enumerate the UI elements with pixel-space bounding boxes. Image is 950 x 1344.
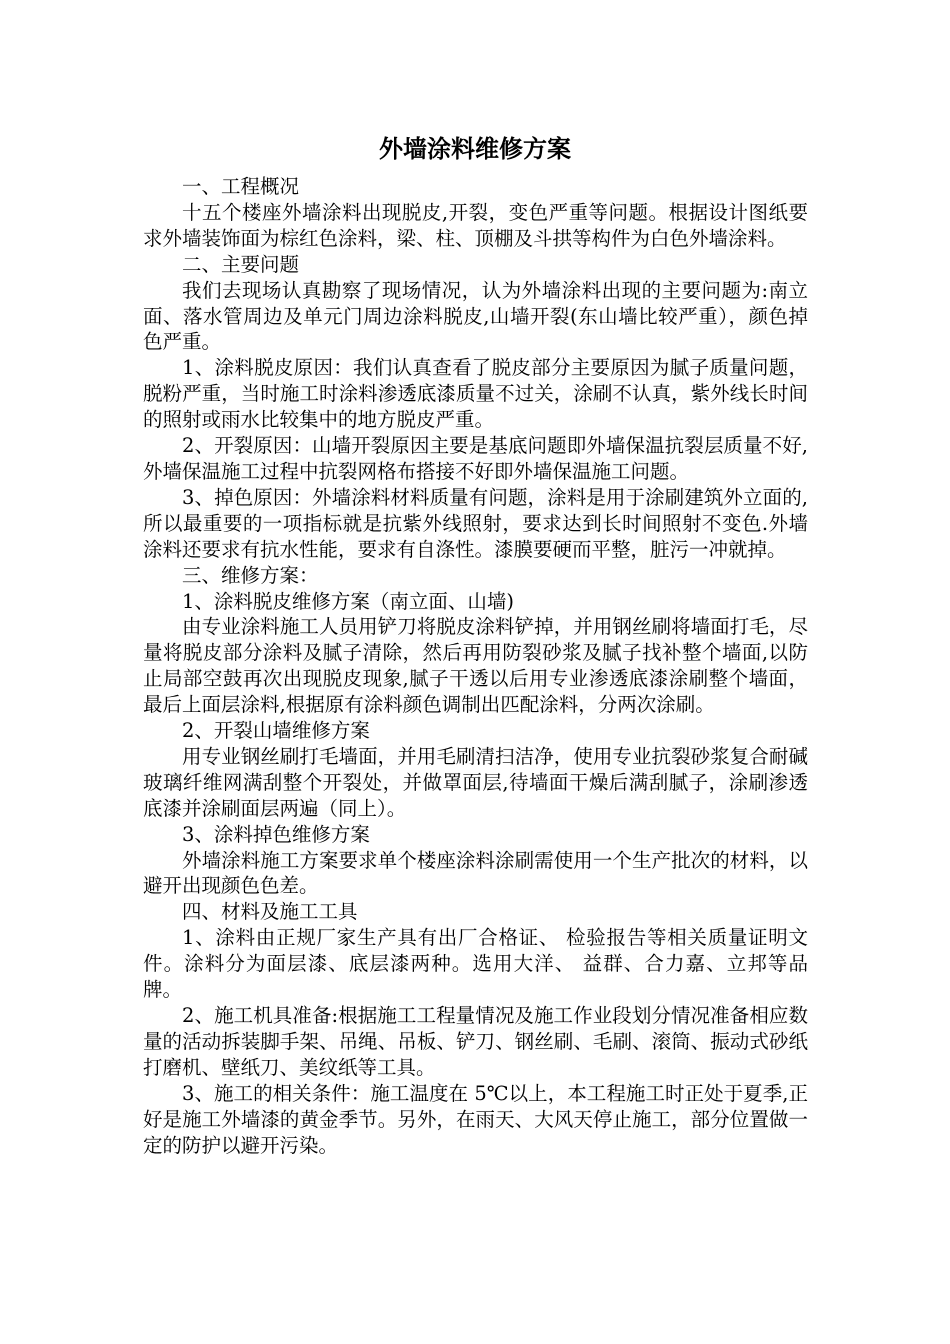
paragraph-fading-cause: 3、掉色原因：外墙涂料材料质量有问题，涂料是用于涂刷建筑外立面的,所以最重要的一项指标就是抗紫外线照射，要求达到长时间照射不变色.外墙涂料还要求有抗水性能，要求有自涤性。漆膜要硬而平整，脏污一冲就掉。 xyxy=(143,485,808,561)
subheading-peeling-repair: 1、涂料脱皮维修方案（南立面、山墙) xyxy=(182,589,515,613)
section-heading-materials-tools: 四、材料及施工工具 xyxy=(182,900,358,924)
paragraph-cracking-repair: 用专业钢丝刷打毛墙面，并用毛刷清扫洁净，使用专业抗裂砂浆复合耐碱玻璃纤维网满刮整个开裂处，并做罩面层,待墙面干燥后满刮腻子，涂刷渗透底漆并涂刷面层两遍（同上）。 xyxy=(143,744,808,820)
paragraph-overview: 十五个楼座外墙涂料出现脱皮,开裂，变色严重等问题。根据设计图纸要求外墙装饰面为棕红色涂料，梁、柱、顶棚及斗拱等构件为白色外墙涂料。 xyxy=(143,200,808,250)
paragraph-peeling-repair: 由专业涂料施工人员用铲刀将脱皮涂料铲掉，并用钢丝刷将墙面打毛，尽量将脱皮部分涂料及腻子清除，然后再用防裂砂浆及腻子找补整个墙面,以防止局部空鼓再次出现脱皮现象,腻子干透以后用专业渗透底漆涂刷整个墙面，最后上面层涂料,根据原有涂料颜色调制出匹配涂料，分两次涂刷。 xyxy=(143,615,808,717)
section-heading-repair-plan: 三、维修方案： xyxy=(182,563,319,587)
paragraph-conditions: 3、施工的相关条件：施工温度在 5℃以上，本工程施工时正处于夏季,正好是施工外墙漆的黄金季节。另外，在雨天、大风天停止施工，部分位置做一定的防护以避开污染。 xyxy=(143,1081,808,1157)
paragraph-cracking-cause: 2、开裂原因：山墙开裂原因主要是基底问题即外墙保温抗裂层质量不好,外墙保温施工过程中抗裂网格布搭接不好即外墙保温施工问题。 xyxy=(143,434,808,483)
paragraph-peeling-cause: 1、涂料脱皮原因：我们认真查看了脱皮部分主要原因为腻子质量问题，脱粉严重，当时施工时涂料渗透底漆质量不过关，涂刷不认真，紫外线长时间的照射或雨水比较集中的地方脱皮严重。 xyxy=(143,356,808,432)
section-heading-overview: 一、工程概况 xyxy=(182,175,300,198)
paragraph-materials: 1、涂料由正规厂家生产具有出厂合格证、 检验报告等相关质量证明文件。涂料分为面层漆、底层漆两种。选用大洋、 益群、合力嘉、立邦等品牌。 xyxy=(143,926,808,1002)
subheading-fading-repair: 3、涂料掉色维修方案 xyxy=(182,822,370,846)
paragraph-fading-repair: 外墙涂料施工方案要求单个楼座涂料涂刷需使用一个生产批次的材料，以避开出现颜色色差。 xyxy=(143,848,808,898)
paragraph-main-problems: 我们去现场认真勘察了现场情况，认为外墙涂料出现的主要问题为:南立面、落水管周边及单元门周边涂料脱皮,山墙开裂(东山墙比较严重），颜色掉色严重。 xyxy=(143,278,808,354)
document-title: 外墙涂料维修方案 xyxy=(379,134,571,163)
subheading-cracking-repair: 2、开裂山墙维修方案 xyxy=(182,719,370,743)
section-heading-main-problems: 二、主要问题 xyxy=(182,252,300,276)
paragraph-tools: 2、施工机具准备:根据施工工程量情况及施工作业段划分情况准备相应数量的活动拆装脚手架、吊绳、吊板、铲刀、钢丝刷、毛刷、滚筒、振动式砂纸打磨机、壁纸刀、美纹纸等工具。 xyxy=(143,1004,808,1079)
document-body xyxy=(143,174,808,1158)
